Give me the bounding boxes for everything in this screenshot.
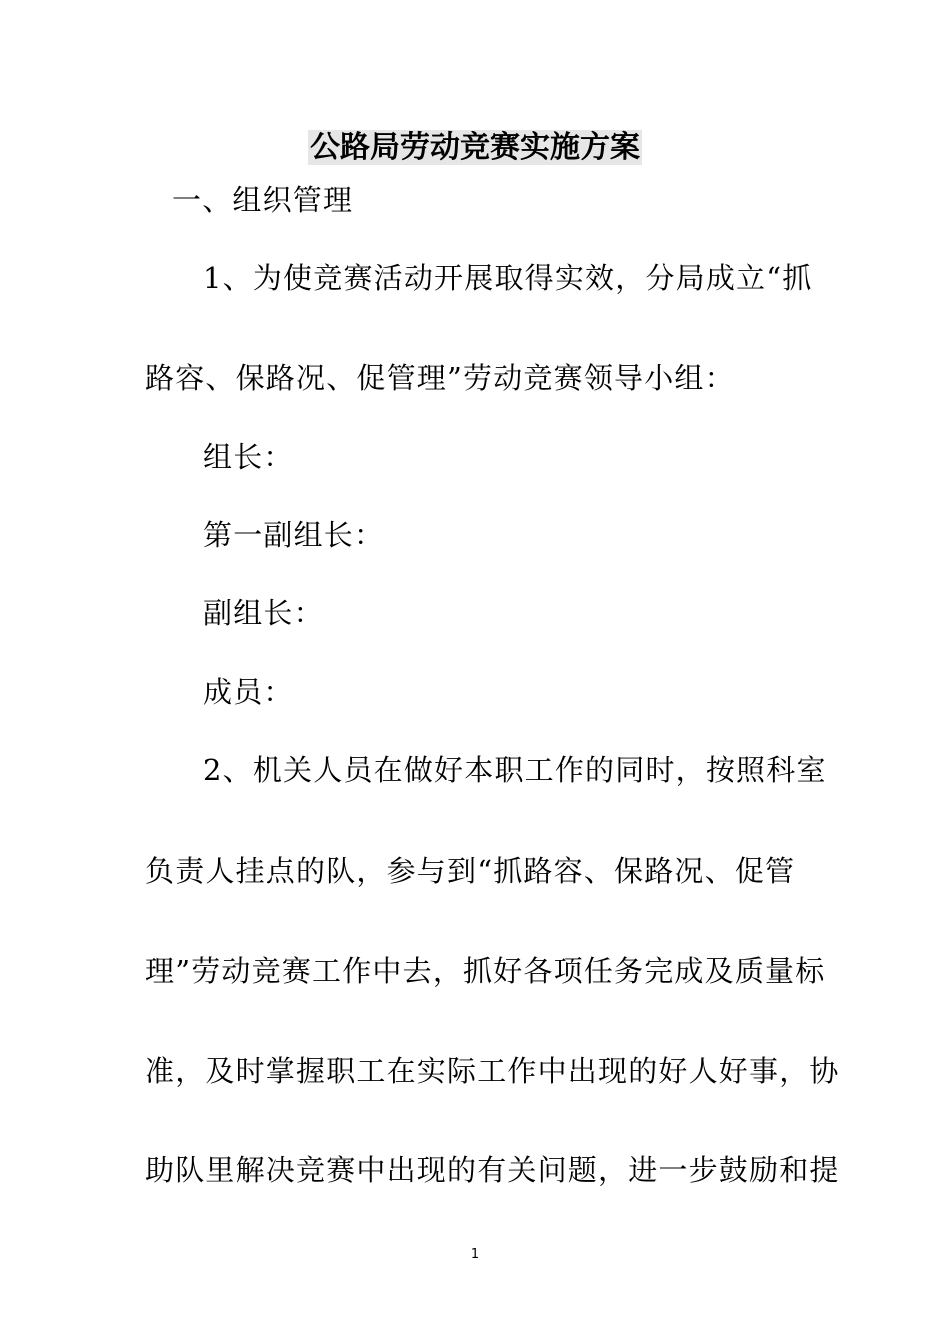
page-number: 1 [470, 1247, 480, 1262]
section-heading: 一、组织管理 [172, 183, 354, 217]
paragraph-line: 负责人挂点的队，参与到“抓路容、保路况、促管 [145, 854, 796, 888]
paragraph-line: 助队里解决竞赛中出现的有关问题，进一步鼓励和提 [145, 1153, 840, 1187]
role-leader: 组长： [203, 440, 294, 474]
paragraph-line: 路容、保路况、促管理”劳动竞赛领导小组： [145, 361, 735, 395]
document-title-text: 公路局劳动竞赛实施方案 [310, 130, 640, 165]
role-deputy: 副组长： [203, 596, 324, 630]
paragraph-line: 1、为使竞赛活动开展取得实效，分局成立“抓 [203, 261, 813, 295]
document-title [0, 128, 950, 168]
role-members: 成员： [203, 675, 294, 709]
paragraph-line: 理”劳动竞赛工作中去，抓好各项任务完成及质量标 [145, 954, 826, 988]
role-first-deputy: 第一副组长： [203, 518, 385, 552]
paragraph-line: 准，及时掌握职工在实际工作中出现的好人好事，协 [145, 1054, 840, 1088]
paragraph-line: 2、机关人员在做好本职工作的同时，按照科室 [203, 753, 827, 787]
